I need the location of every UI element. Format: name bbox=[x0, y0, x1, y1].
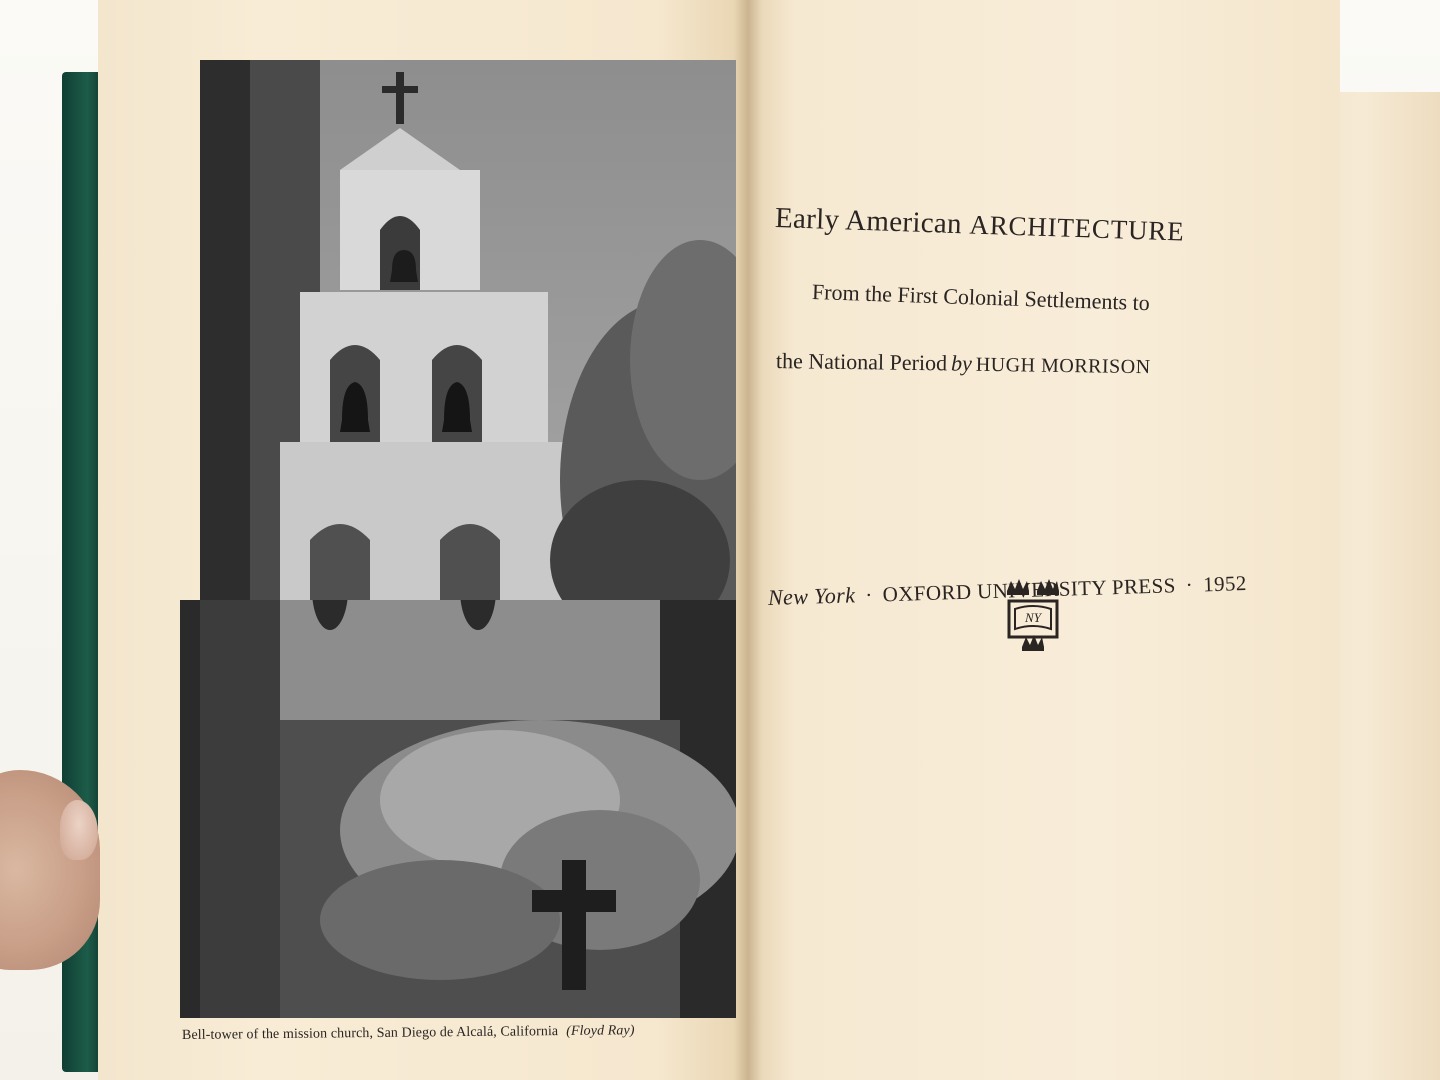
imprint-year: 1952 bbox=[1202, 570, 1248, 597]
by-word: by bbox=[950, 350, 973, 376]
subtitle-end: the National Period bbox=[775, 348, 948, 376]
imprint-separator: · bbox=[864, 582, 874, 607]
caption-text: Bell-tower of the mission church, San Diego de Alcalá, California bbox=[181, 1024, 559, 1043]
book-subtitle-author-line bbox=[776, 348, 1151, 379]
author-name: HUGH MORRISON bbox=[975, 353, 1151, 379]
title-caps: ARCHITECTURE bbox=[968, 209, 1185, 247]
imprint-separator: · bbox=[1185, 572, 1194, 597]
title-part: Early American bbox=[774, 202, 963, 241]
imprint-publisher: OXFORD UNIVERSITY PRESS bbox=[882, 573, 1177, 607]
caption-credit: (Floyd Ray) bbox=[566, 1023, 635, 1039]
imprint-city: New York bbox=[767, 582, 856, 610]
emblem-monogram: NY bbox=[1025, 610, 1041, 625]
garden-wall-photo bbox=[180, 600, 736, 1018]
bell-tower-photo bbox=[200, 60, 736, 620]
book-gutter bbox=[734, 0, 762, 1080]
right-page bbox=[748, 0, 1340, 1080]
book-subtitle: From the First Colonial Settlements to bbox=[811, 279, 1151, 316]
